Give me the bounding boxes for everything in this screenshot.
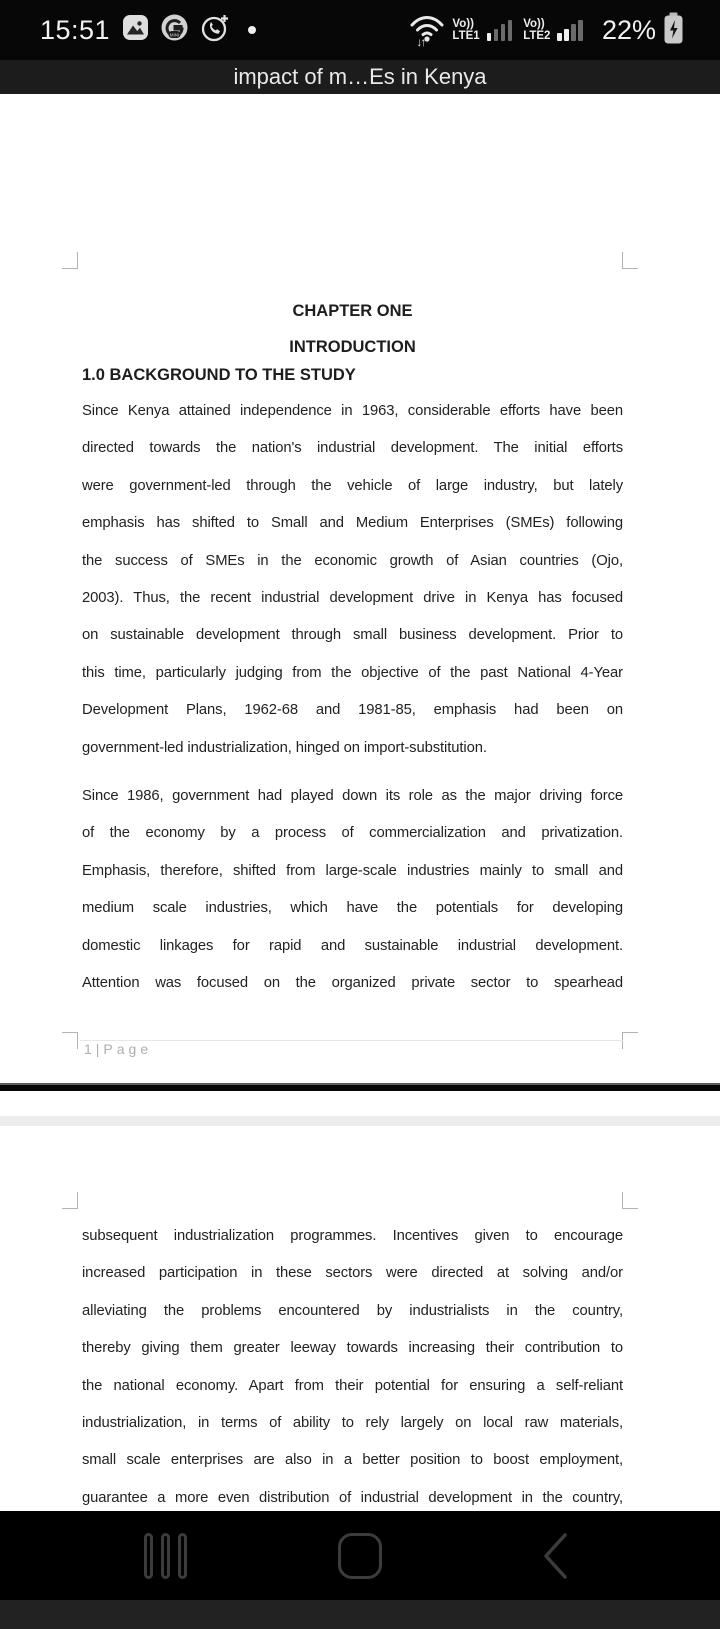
signal-bar — [578, 20, 583, 41]
recents-button[interactable] — [130, 1521, 200, 1591]
text-line: alleviating the problems encountered by industrialists in the country, — [82, 1302, 623, 1319]
whatsapp-plus-icon — [200, 12, 231, 48]
text-line: Since Kenya attained independence in 1963, considerable efforts have been — [82, 403, 623, 419]
signal-bar — [508, 20, 513, 41]
section-heading: 1.0 BACKGROUND TO THE STUDY — [82, 366, 356, 384]
corner-mark — [62, 252, 78, 269]
chapter-heading: CHAPTER ONE — [292, 302, 413, 320]
text-line: the national economy. Apart from their potential for ensuring a self-reliant — [82, 1377, 623, 1394]
corner-mark — [62, 1032, 78, 1049]
volte-label: Vo)) — [452, 18, 474, 30]
text-line: government-led industrialization, hinged on import-substitution. — [82, 739, 487, 756]
page-break-shadow — [0, 1116, 720, 1126]
system-indicators — [409, 12, 684, 49]
signal-bar — [487, 33, 492, 41]
text-line: thereby giving them greater leeway towards increasing their contribution to — [82, 1340, 623, 1357]
wifi-icon — [409, 14, 445, 49]
text-line: domestic linkages for rapid and sustainable industrial development. — [82, 937, 623, 954]
text-line: subsequent industrialization programmes. Incentives given to encourage — [82, 1228, 623, 1244]
paragraph — [82, 393, 623, 767]
text-line: were government-led through the vehicle of large industry, but lately — [82, 477, 623, 494]
battery-charging-icon — [663, 12, 684, 49]
footer-rule — [80, 1040, 623, 1041]
volte-label: Vo)) — [523, 18, 545, 30]
svg-text:MINI: MINI — [169, 32, 180, 38]
home-icon — [338, 1533, 382, 1579]
sim2-indicator — [523, 18, 550, 42]
page-number-label: 1|Page — [84, 1041, 153, 1057]
back-icon — [539, 1530, 571, 1582]
g-app-icon — [160, 13, 189, 47]
signal-bar — [571, 24, 576, 41]
text-line: this time, particularly judging from the objective of the past National 4-Year — [82, 664, 623, 681]
recents-icon — [144, 1533, 187, 1579]
home-button[interactable] — [325, 1521, 395, 1591]
signal-bars-sim2 — [557, 20, 583, 41]
text-line: Emphasis, therefore, shifted from large-scale industries mainly to small and — [82, 862, 623, 879]
text-line: Attention was focused on the organized private sector to spearhead — [82, 974, 623, 991]
text-line: of the economy by a process of commercialization and privatization. — [82, 825, 623, 842]
corner-mark — [622, 1032, 638, 1049]
text-line: Since 1986, government had played down its role as the major driving force — [82, 788, 623, 804]
sim1-indicator — [452, 18, 479, 42]
text-line: on sustainable development through small business development. Prior to — [82, 627, 623, 644]
corner-mark — [622, 252, 638, 269]
signal-bar — [564, 29, 569, 41]
back-button[interactable] — [520, 1521, 590, 1591]
text-line: Development Plans, 1962-68 and 1981-85, emphasis had been on — [82, 702, 623, 719]
text-line: 2003). Thus, the recent industrial development drive in Kenya has focused — [82, 589, 623, 606]
clock: 15:51 — [40, 14, 111, 45]
wifi-traffic-arrows: ↓↑ — [416, 35, 425, 49]
gallery-icon — [122, 14, 149, 46]
nav-bar — [0, 1511, 720, 1600]
text-line: Ogundele, Adeoye and Akinlabi (2008), micro/cottage industry is an — [82, 1601, 623, 1618]
text-line: medium scale industries, which have the potentials for developing — [82, 900, 623, 917]
text-line: directed towards the nation's industrial development. The initial efforts — [82, 440, 623, 457]
corner-mark — [62, 1192, 78, 1209]
title-bar — [0, 60, 720, 94]
signal-bar — [557, 33, 562, 41]
battery-percent: 22% — [601, 14, 656, 45]
network-label: LTE2 — [523, 30, 551, 42]
document-scroll-area[interactable] — [0, 94, 720, 1618]
network-label: LTE1 — [452, 30, 480, 42]
text-line: increased participation in these sectors were directed at solving and/or — [82, 1265, 623, 1282]
notification-icons — [122, 12, 256, 48]
text-line: the success of SMEs in the economic growth of Asian countries (Ojo, — [82, 552, 623, 569]
text-line: small scale enterprises are also in a better position to boost employment, — [82, 1452, 623, 1469]
paragraph — [82, 778, 623, 1002]
document-title: impact of m…Es in Kenya — [233, 64, 487, 89]
text-line: guarantee a more even distribution of industrial development in the country, — [82, 1489, 623, 1506]
text-line: emphasis has shifted to Small and Medium Enterprises (SMEs) following — [82, 515, 623, 532]
status-bar — [0, 0, 720, 60]
text-line: industrialization, in terms of ability to rely largely on local raw materials, — [82, 1414, 623, 1431]
corner-mark — [622, 1192, 638, 1209]
signal-bars-sim1 — [487, 20, 513, 41]
intro-heading: INTRODUCTION — [289, 338, 416, 356]
notification-dot — [248, 26, 256, 34]
signal-bar — [494, 29, 499, 41]
signal-bar — [501, 24, 506, 41]
page-break-divider — [0, 1083, 720, 1091]
